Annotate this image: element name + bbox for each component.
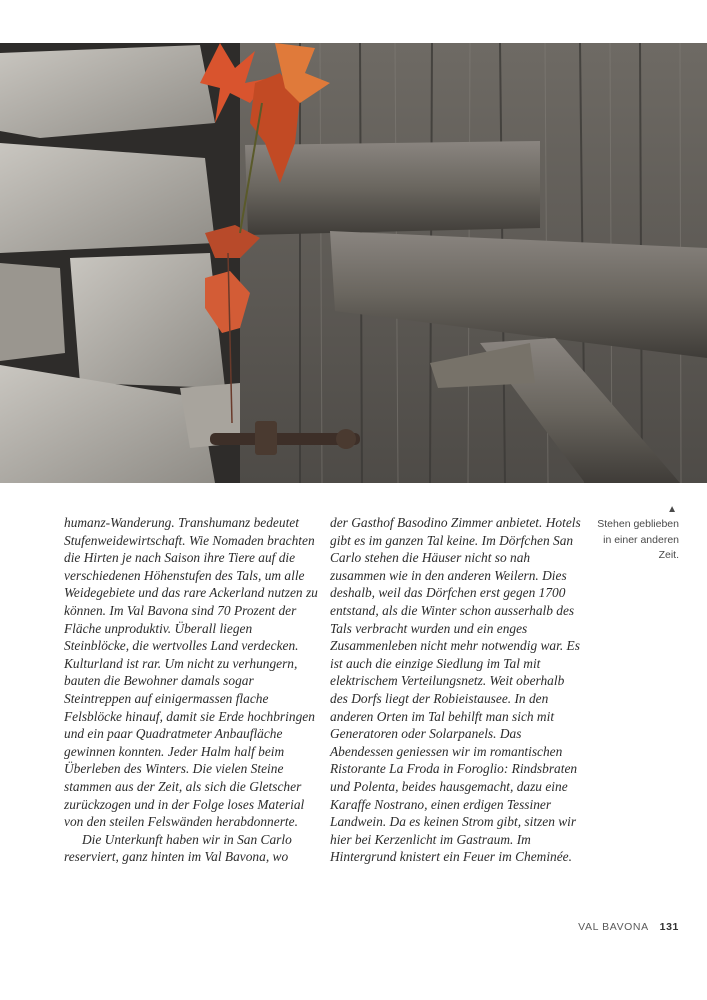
page-footer [578, 921, 679, 933]
body-paragraph: der Gasthof Basodino Zimmer anbietet. Hotels gibt es im ganzen Tal keine. Im Dörfchen San Carlo stehen die Häuser nicht so nah zusammen wie in den anderen Weilern. Dies deshalb, weil das Dörfchen erst gegen 1700 entstand, als die Winter schon ausserhalb des Tals verbracht wurden und ein enges Zusammenleben nicht mehr notwendig war. Es ist auch die einzige Siedlung im Tal mit elektrischem Verteilungsnetz. Weit oberhalb des Dorfs liegt der Robieistausee. In den anderen Orten im Tal behilft man sich mit Generatoren oder Solarpanels. Das Abendessen geniessen wir im romantischen Ristorante La Froda in Foroglio: Rindsbraten und Polenta, beides hausgemacht, dazu eine Karaffe Nostrano, einen erdigen Tessiner Landwein. Da es keinen Strom gibt, sitzen wir hier bei Kerzenlicht im Gastraum. Im Hintergrund knistert ein Feuer im Cheminée. [330, 515, 581, 865]
running-section-title: VAL BAVONA [578, 921, 649, 933]
text-column-left [64, 514, 319, 866]
stone-wall [0, 43, 240, 483]
photo-illustration [0, 43, 707, 483]
text-column-right [330, 514, 585, 866]
caption-up-arrow-icon: ▲ [667, 504, 677, 515]
hero-photo [0, 43, 707, 483]
photo-caption [589, 503, 679, 564]
page-number: 131 [659, 921, 679, 933]
body-paragraph: Die Unterkunft haben wir in San Carlo reserviert, ganz hinten im Val Bavona, wo [64, 831, 292, 865]
caption-text: Stehen geblieben in einer anderen Zeit. [597, 518, 679, 561]
body-paragraph: humanz-Wanderung. Transhumanz bedeutet Stufenweidewirtschaft. Wie Nomaden brachten die Hirten je nach Saison ihre Tiere auf die verschiedenen Höhenstufen des Tals, um alle Weidegebiete und das rare Ackerland nutzen zu können. Im Val Bavona sind 70 Prozent der Fläche unproduktiv. Überall liegen Steinblöcke, die wertvolles Land verdecken. Kulturland ist rar. Um nicht zu verhungern, bauten die Bewohner damals sogar Steintreppen auf einigermassen flache Felsblöcke hinauf, damit sie Erde hochbringen und ein paar Quadratmeter Anbaufläche gewinnen konnten. Jeder Halm half beim Überleben des Winters. Die vielen Steine stammen aus der Zeit, als sich die Gletscher zurückzogen und in der Folge loses Material von den steilen Felswänden herabdonnerte. [64, 515, 318, 830]
